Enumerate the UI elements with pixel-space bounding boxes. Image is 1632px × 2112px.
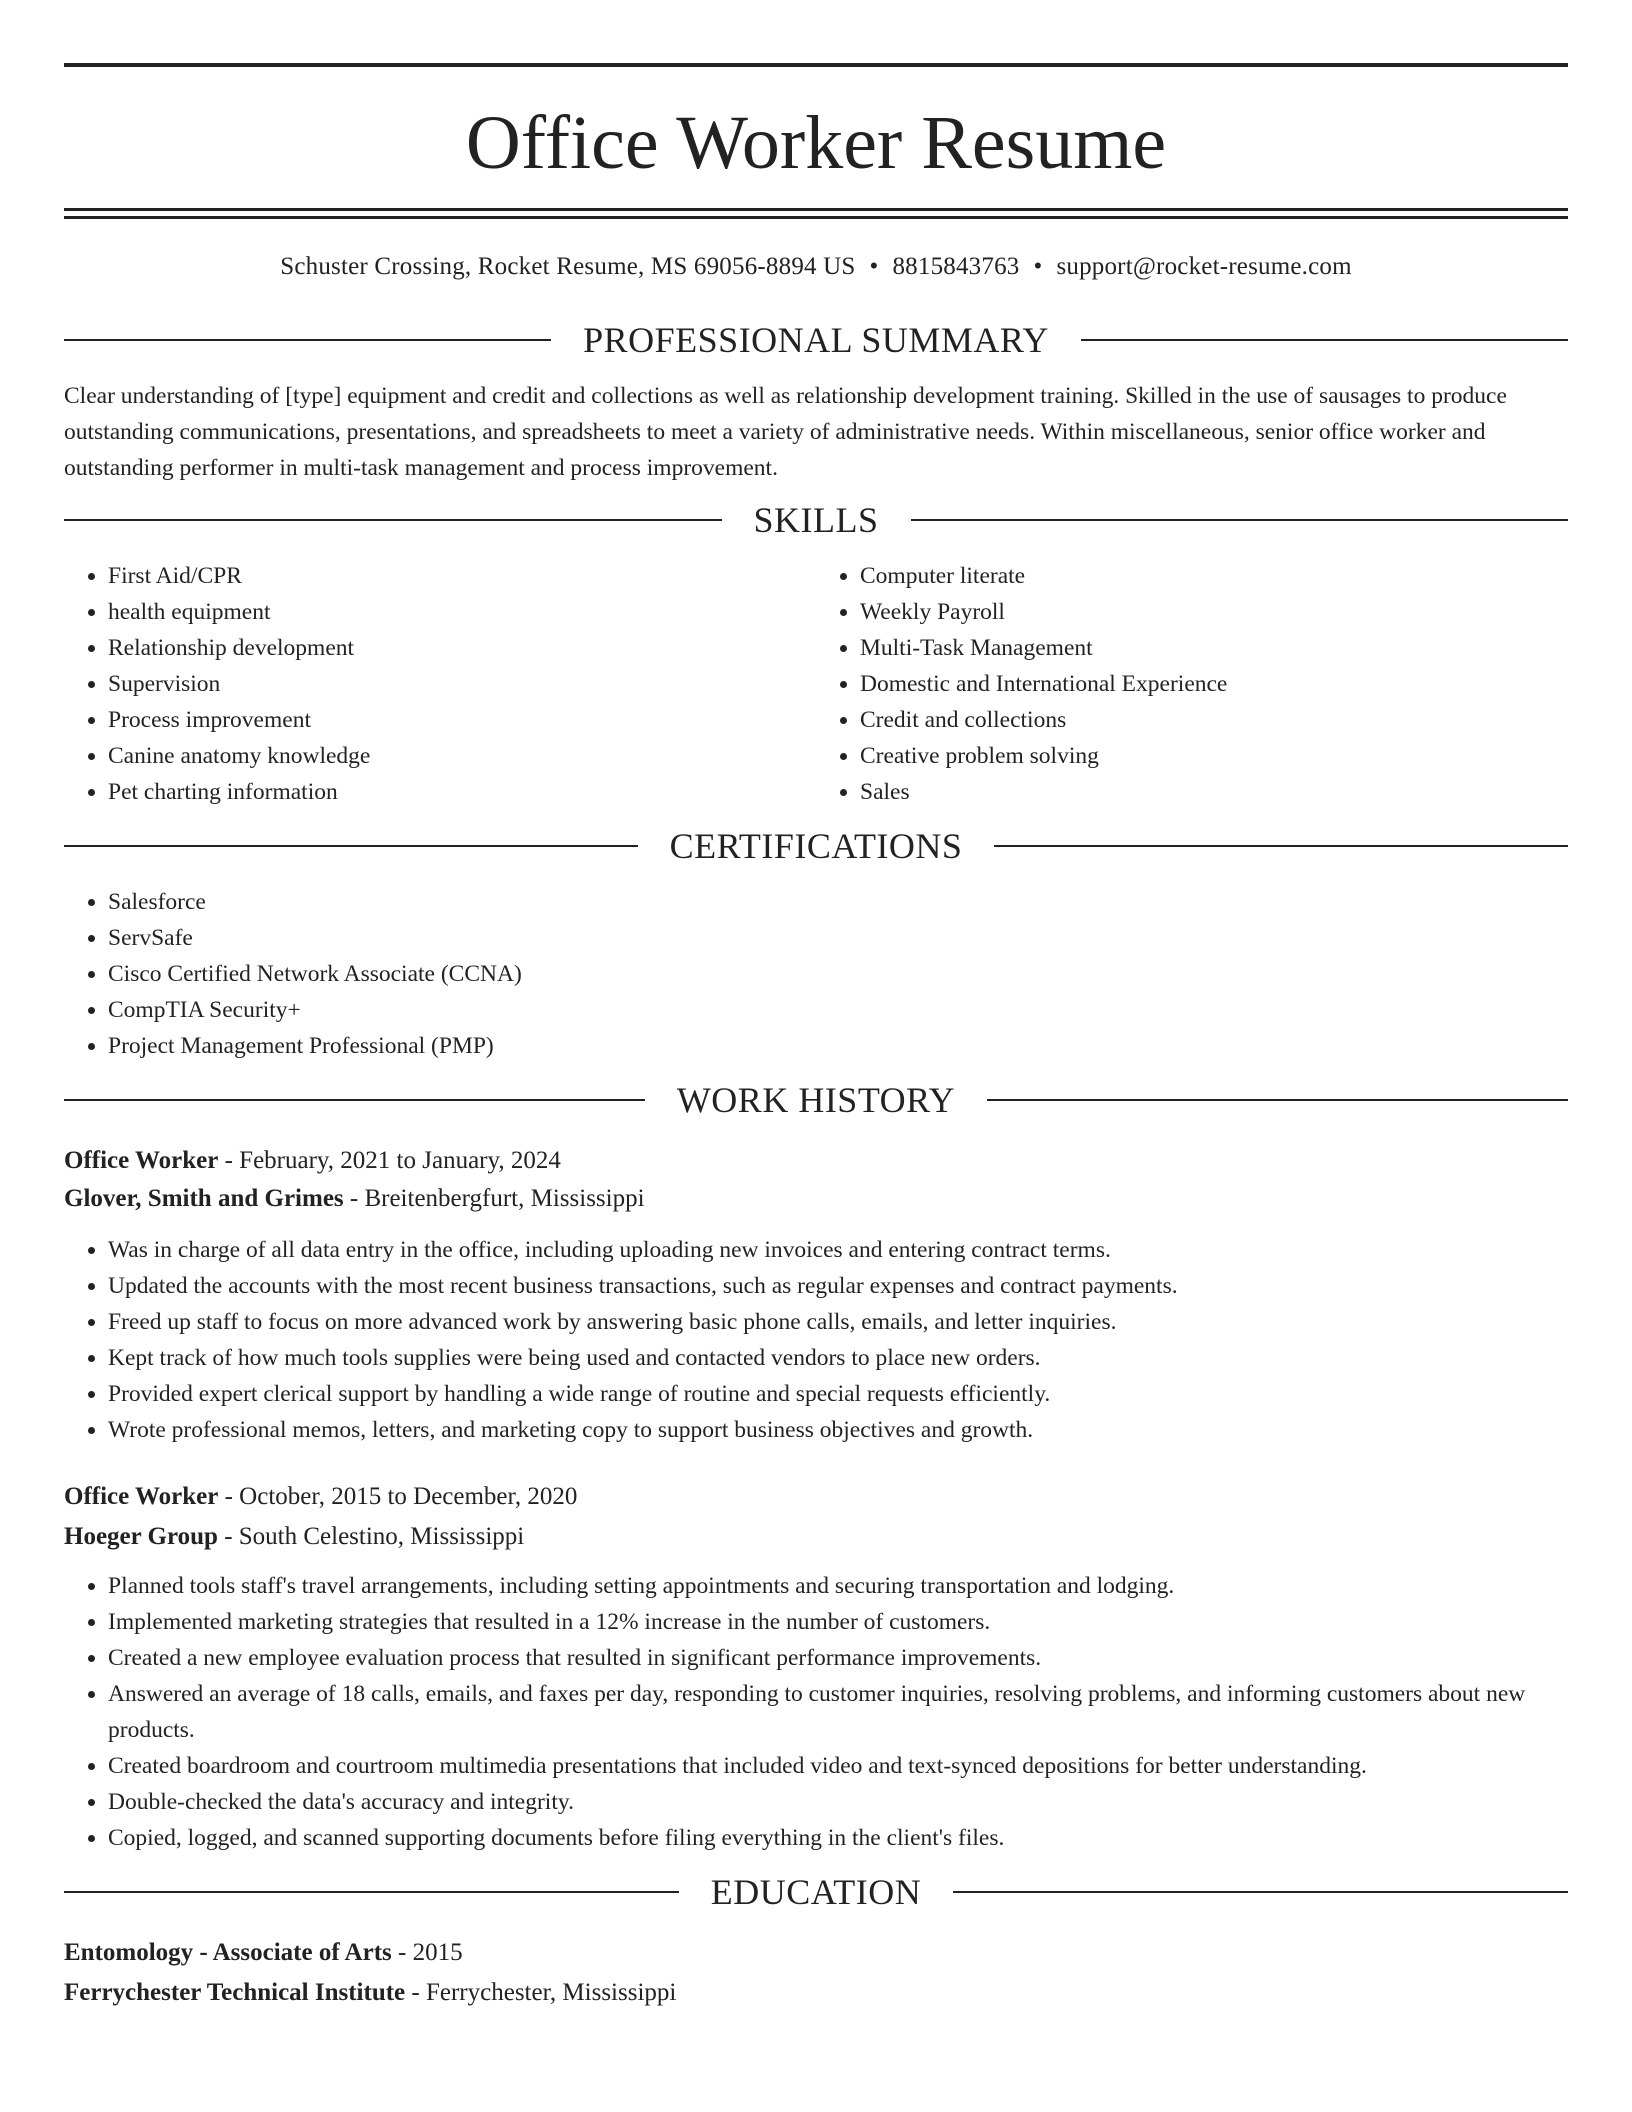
title-double-rule (64, 208, 1568, 219)
list-item: • Credit and collections (860, 702, 1568, 738)
list-item: • Updated the accounts with the most recent business transactions, such as regular expenses and contract payments. (108, 1268, 1568, 1304)
list-item: • Wrote professional memos, letters, and marketing copy to support business objectives and growth. (108, 1412, 1568, 1448)
education-school-line (64, 1974, 1568, 2012)
section-title: WORK HISTORY (676, 1080, 956, 1120)
section-rule (64, 339, 551, 341)
list-item: • Multi-Task Management (860, 630, 1568, 666)
page-title: Office Worker Resume (465, 101, 1167, 185)
section-title: EDUCATION (710, 1872, 922, 1912)
job-dates: - October, 2015 to December, 2020 (218, 1483, 578, 1510)
list-item: • Freed up staff to focus on more advanced work by answering basic phone calls, emails, and letter inquiries. (108, 1304, 1568, 1340)
list-item: • Sales (860, 774, 1568, 810)
list-item: • Supervision (108, 666, 816, 702)
education-location: - Ferrychester, Mississippi (405, 1979, 677, 2006)
list-item: • Domestic and International Experience (860, 666, 1568, 702)
list-item: • Project Management Professional (PMP) (108, 1028, 1568, 1064)
certifications-list (64, 884, 1568, 1064)
job-title-line (64, 1478, 1568, 1516)
contact-separator: • (869, 253, 879, 280)
job-title: Office Worker (64, 1147, 219, 1174)
section-rule (64, 1891, 679, 1893)
section-header-summary (64, 318, 1568, 362)
list-item: • Relationship development (108, 630, 816, 666)
skills-list-right (816, 558, 1568, 810)
contact-email: support@rocket-resume.com (1056, 253, 1352, 280)
education-degree-line (64, 1934, 1568, 1972)
section-header-skills (64, 498, 1568, 542)
section-title: PROFESSIONAL SUMMARY (583, 320, 1049, 360)
job-entry (64, 1478, 1568, 1856)
job-bullets (64, 1232, 1568, 1448)
list-item: • Created a new employee evaluation process that resulted in significant performance improvements. (108, 1640, 1568, 1676)
section-title: SKILLS (753, 500, 879, 540)
list-item: • Was in charge of all data entry in the office, including uploading new invoices and entering contract terms. (108, 1232, 1568, 1268)
skills-columns (64, 558, 1568, 810)
list-item: • Cisco Certified Network Associate (CCNA) (108, 956, 1568, 992)
list-item: • First Aid/CPR (108, 558, 816, 594)
education-degree: Entomology - Associate of Arts (64, 1939, 392, 1966)
job-bullets (64, 1568, 1568, 1856)
list-item: • Creative problem solving (860, 738, 1568, 774)
job-company-line (64, 1518, 1568, 1556)
list-item: • Answered an average of 18 calls, emails, and faxes per day, responding to customer inquiries, resolving problems, and informing customers about new products. (108, 1676, 1568, 1748)
list-item: • Salesforce (108, 884, 1568, 920)
job-title: Office Worker (64, 1483, 219, 1510)
section-rule (64, 845, 638, 847)
list-item: • Process improvement (108, 702, 816, 738)
contact-phone: 8815843763 (892, 253, 1020, 280)
section-rule (987, 1099, 1568, 1101)
section-title: CERTIFICATIONS (669, 826, 963, 866)
section-rule (64, 1099, 645, 1101)
education-year: - 2015 (391, 1939, 463, 1966)
section-rule (1081, 339, 1568, 341)
job-title-line (64, 1142, 1568, 1180)
job-company-line (64, 1180, 1568, 1218)
list-item: • CompTIA Security+ (108, 992, 1568, 1028)
section-rule (64, 519, 722, 521)
job-location: - South Celestino, Mississippi (217, 1523, 525, 1550)
list-item: • Planned tools staff's travel arrangements, including setting appointments and securing transportation and lodging. (108, 1568, 1568, 1604)
skills-list-left (64, 558, 816, 810)
list-item: • Double-checked the data's accuracy and integrity. (108, 1784, 1568, 1820)
contact-address: Schuster Crossing, Rocket Resume, MS 69056-8894 US (280, 253, 856, 280)
list-item: • Pet charting information (108, 774, 816, 810)
list-item: • Canine anatomy knowledge (108, 738, 816, 774)
top-rule (64, 63, 1568, 67)
section-header-education (64, 1870, 1568, 1914)
section-header-work-history (64, 1078, 1568, 1122)
summary-text: Clear understanding of [type] equipment and credit and collections as well as relationship development training. Skilled in the use of sausages to produce outstanding communications, presentations, and spreadsheets to meet a variety of administrative needs. Within miscellaneous, senior office worker and outstanding performer in multi-task management and process improvement. (64, 383, 1507, 481)
section-rule (911, 519, 1569, 521)
job-company: Hoeger Group (64, 1523, 218, 1550)
list-item: • health equipment (108, 594, 816, 630)
job-location: - Breitenbergfurt, Mississippi (343, 1185, 645, 1212)
list-item: • Kept track of how much tools supplies were being used and contacted vendors to place new orders. (108, 1340, 1568, 1376)
contact-separator: • (1033, 253, 1043, 280)
list-item: • Computer literate (860, 558, 1568, 594)
list-item: • ServSafe (108, 920, 1568, 956)
resume-page (64, 0, 1568, 2012)
job-company: Glover, Smith and Grimes (64, 1185, 344, 1212)
section-rule (994, 845, 1568, 847)
education-school: Ferrychester Technical Institute (64, 1979, 406, 2006)
education-entry (64, 1934, 1568, 2012)
job-entry (64, 1142, 1568, 1448)
contact-line (64, 251, 1568, 283)
job-dates: - February, 2021 to January, 2024 (218, 1147, 561, 1174)
list-item: • Created boardroom and courtroom multimedia presentations that included video and text-synced depositions for better understanding. (108, 1748, 1568, 1784)
section-rule (953, 1891, 1568, 1893)
list-item: • Provided expert clerical support by handling a wide range of routine and special requests efficiently. (108, 1376, 1568, 1412)
list-item: • Implemented marketing strategies that resulted in a 12% increase in the number of customers. (108, 1604, 1568, 1640)
section-header-certifications (64, 824, 1568, 868)
list-item: • Copied, logged, and scanned supporting documents before filing everything in the client's files. (108, 1820, 1568, 1856)
list-item: • Weekly Payroll (860, 594, 1568, 630)
